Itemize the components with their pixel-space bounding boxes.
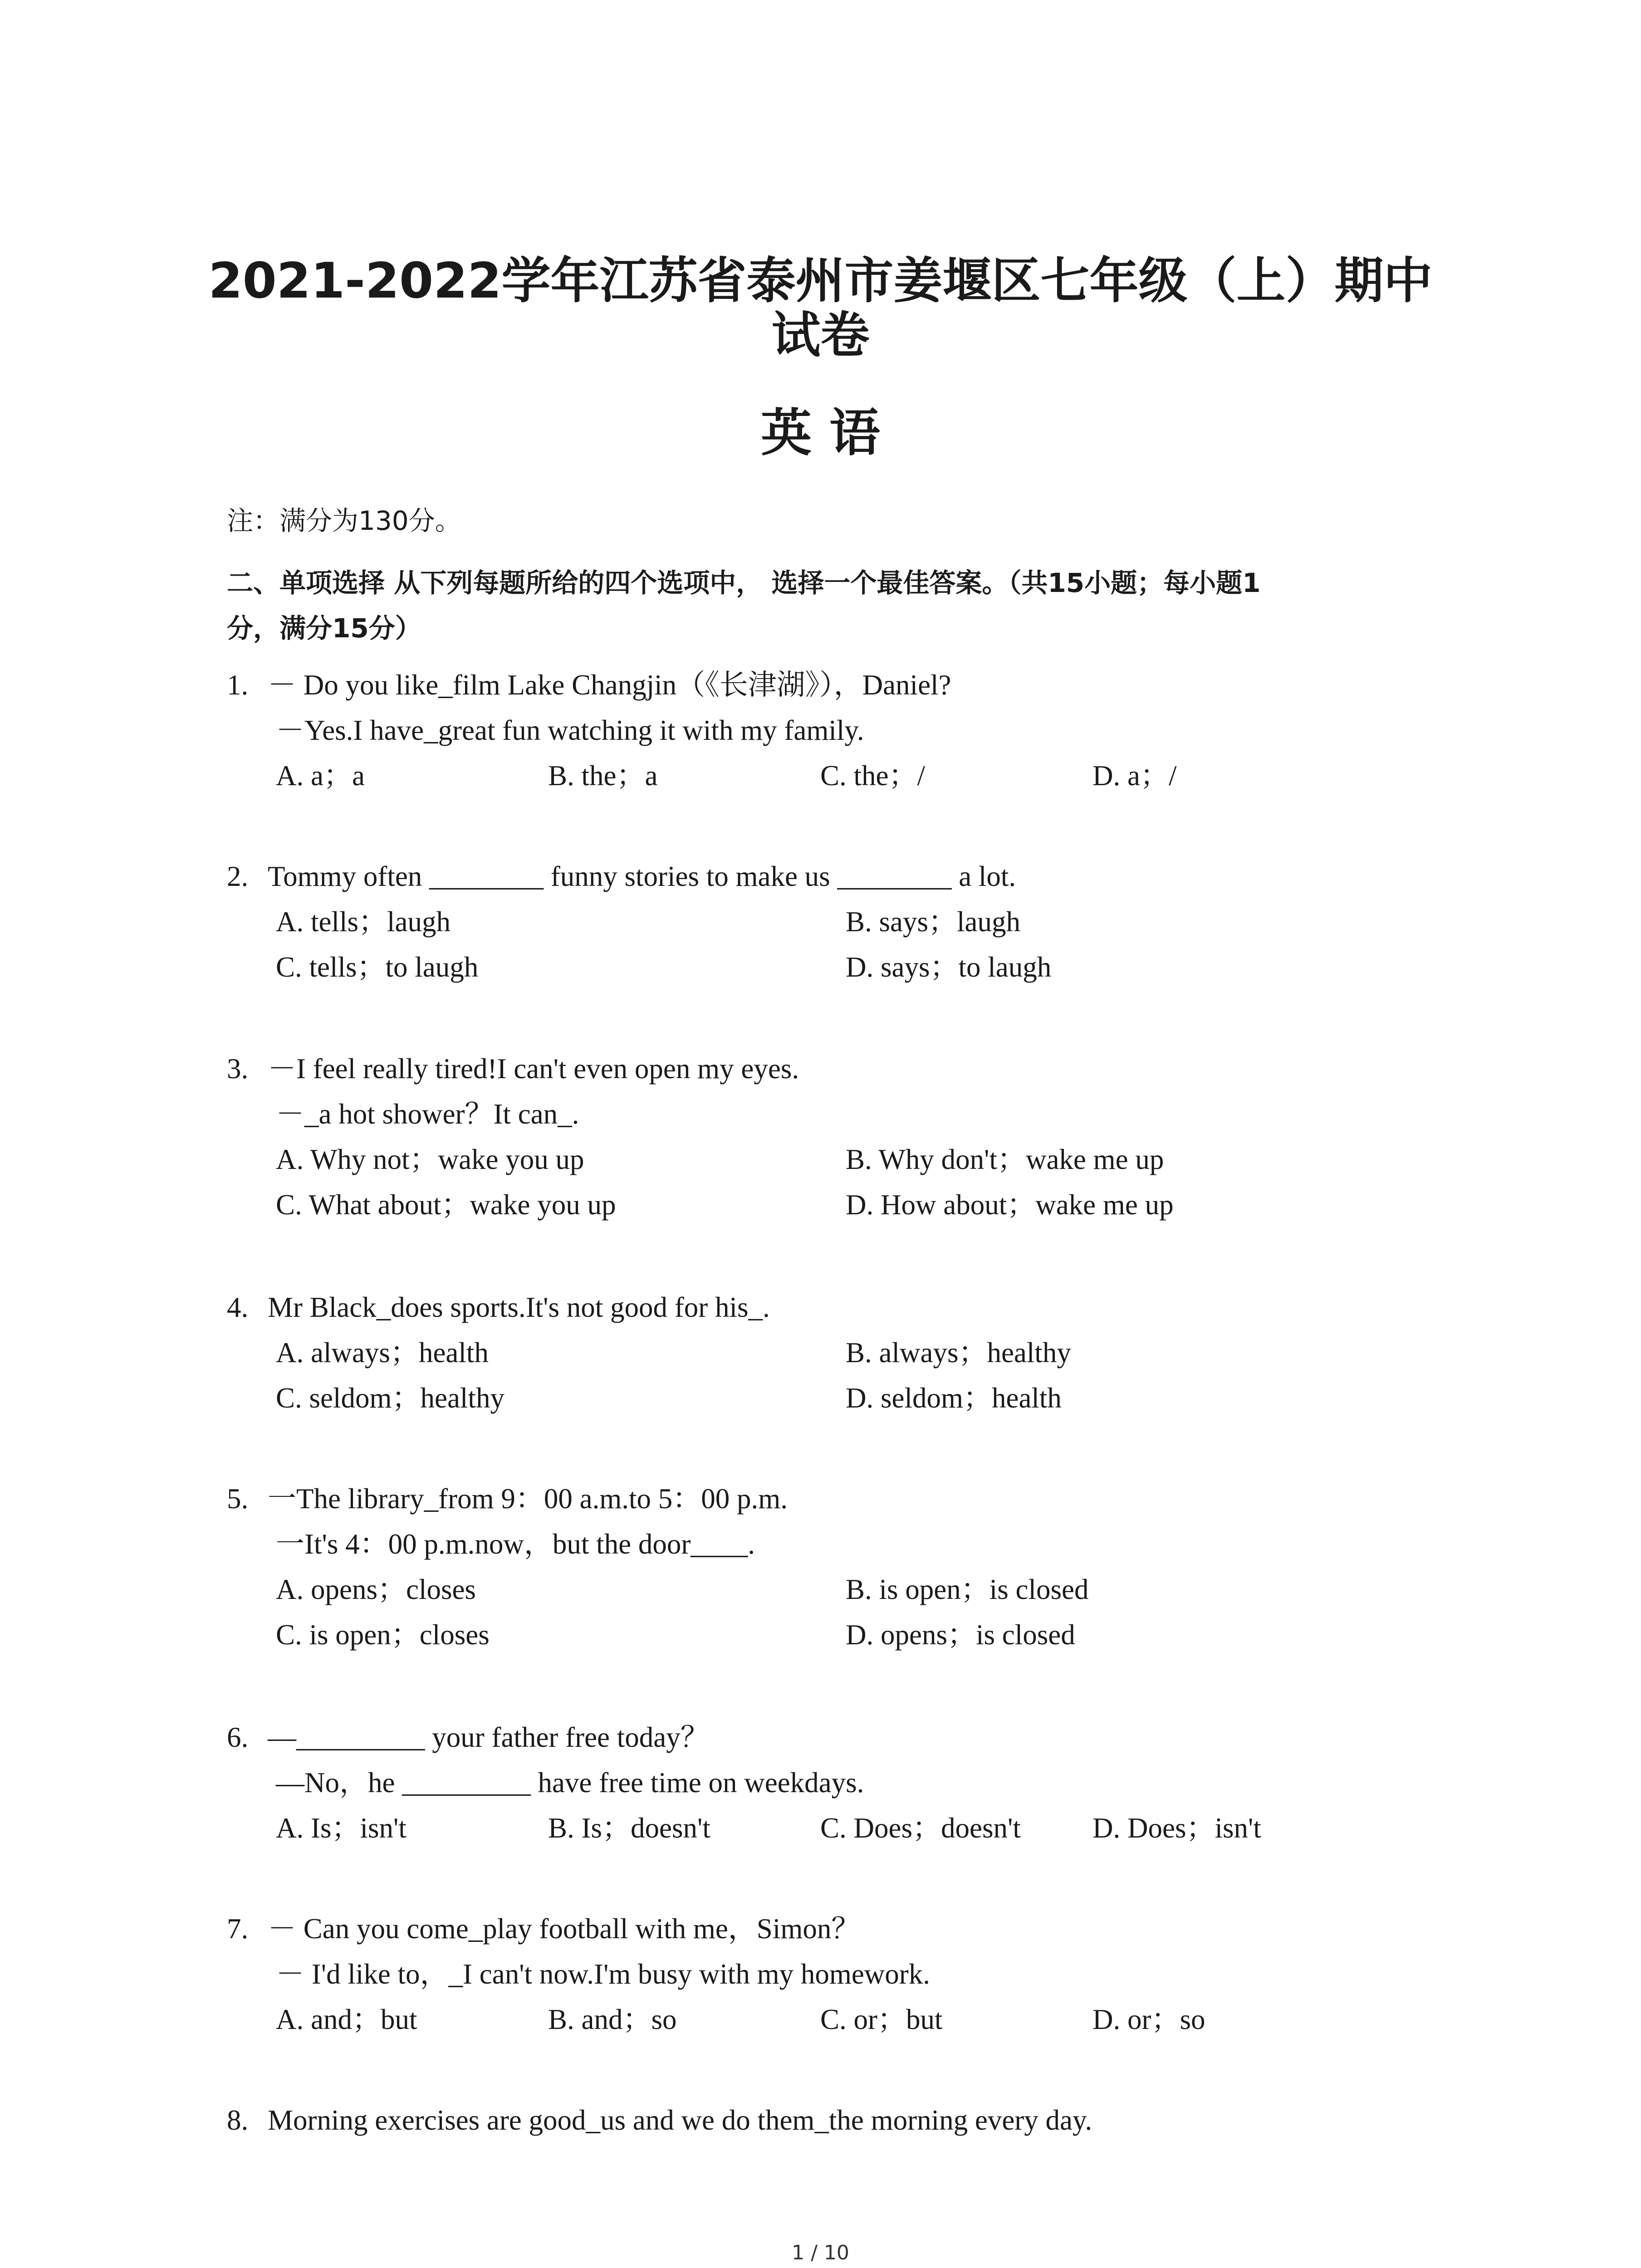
option-d: D. seldom；health [846,1382,1062,1414]
question-number: 6. [227,1721,249,1753]
question-number: 2. [227,860,249,892]
question-stem: 一It's 4：00 p.m.now，but the door____. [276,1528,755,1560]
question-number: 5. [227,1483,249,1515]
question-number: 4. [227,1291,249,1323]
option-a: A. opens；closes [276,1574,476,1605]
question-stem: － Can you come_play football with me，Simon？ [268,1913,860,1945]
section-instruction-line1: 二、单项选择 从下列每题所给的四个选项中， 选择一个最佳答案。（共15小题；每小题1 [227,567,1261,598]
option-a: A. Is；isn't [276,1812,407,1844]
question-number: 7. [227,1913,249,1945]
option-c: C. or；but [820,2004,943,2035]
question-number: 1. [227,669,249,701]
option-a: A. and；but [276,2004,417,2035]
option-b: B. always；healthy [846,1337,1071,1369]
question-stem: —No，he _________ have free time on weekdays. [276,1767,864,1799]
question-stem: － Do you like_film Lake Changjin（《长津湖》），Daniel? [268,669,951,701]
option-d: D. Does；isn't [1092,1812,1261,1844]
option-a: A. a；a [276,760,365,792]
option-b: B. and；so [548,2004,677,2035]
question-stem: Tommy often ________ funny stories to make us ________ a lot. [268,860,1016,892]
option-d: D. How about；wake me up [846,1189,1174,1221]
subject-heading: 英 语 [761,404,880,463]
question-stem: －Yes.I have_great fun watching it with my family. [276,714,864,746]
option-b: B. the；a [548,760,658,792]
option-c: C. What about；wake you up [276,1189,616,1221]
question-stem: 一The library_from 9：00 a.m.to 5：00 p.m. [268,1483,788,1515]
option-d: D. opens；is closed [846,1619,1075,1651]
option-c: C. seldom；healthy [276,1382,505,1414]
option-b: B. Is；doesn't [548,1812,710,1844]
page-number: 1 / 10 [792,2241,849,2264]
question-number: 8. [227,2104,249,2136]
option-c: C. tells；to laugh [276,951,479,983]
option-b: B. says；laugh [846,906,1020,938]
section-instruction-line2: 分，满分15分） [227,613,421,644]
option-d: D. a；/ [1092,760,1177,792]
question-stem: —_________ your father free today？ [268,1721,709,1753]
option-d: D. says；to laugh [846,951,1052,983]
option-a: A. tells；laugh [276,906,451,938]
question-stem: － I'd like to，_I can't now.I'm busy with my homework. [276,1958,931,1990]
option-a: A. Why not；wake you up [276,1144,584,1175]
option-d: D. or；so [1092,2004,1205,2035]
question-stem: Mr Black_does sports.It's not good for his_. [268,1291,770,1323]
exam-title-line1: 2021-2022学年江苏省泰州市姜堰区七年级（上）期中 [208,253,1433,309]
question-stem: －I feel really tired!I can't even open my eyes. [268,1053,799,1085]
option-c: C. the；/ [820,760,925,792]
option-a: A. always；health [276,1337,489,1369]
exam-title-line2: 试卷 [771,307,870,364]
option-c: C. is open；closes [276,1619,490,1651]
question-number: 3. [227,1053,249,1085]
option-b: B. is open；is closed [846,1574,1089,1605]
option-c: C. Does；doesn't [820,1812,1021,1844]
score-note: 注：满分为130分。 [227,505,461,536]
question-stem: －_a hot shower？It can_. [276,1098,579,1130]
option-b: B. Why don't；wake me up [846,1144,1164,1175]
question-stem: Morning exercises are good_us and we do them_the morning every day. [268,2104,1092,2136]
